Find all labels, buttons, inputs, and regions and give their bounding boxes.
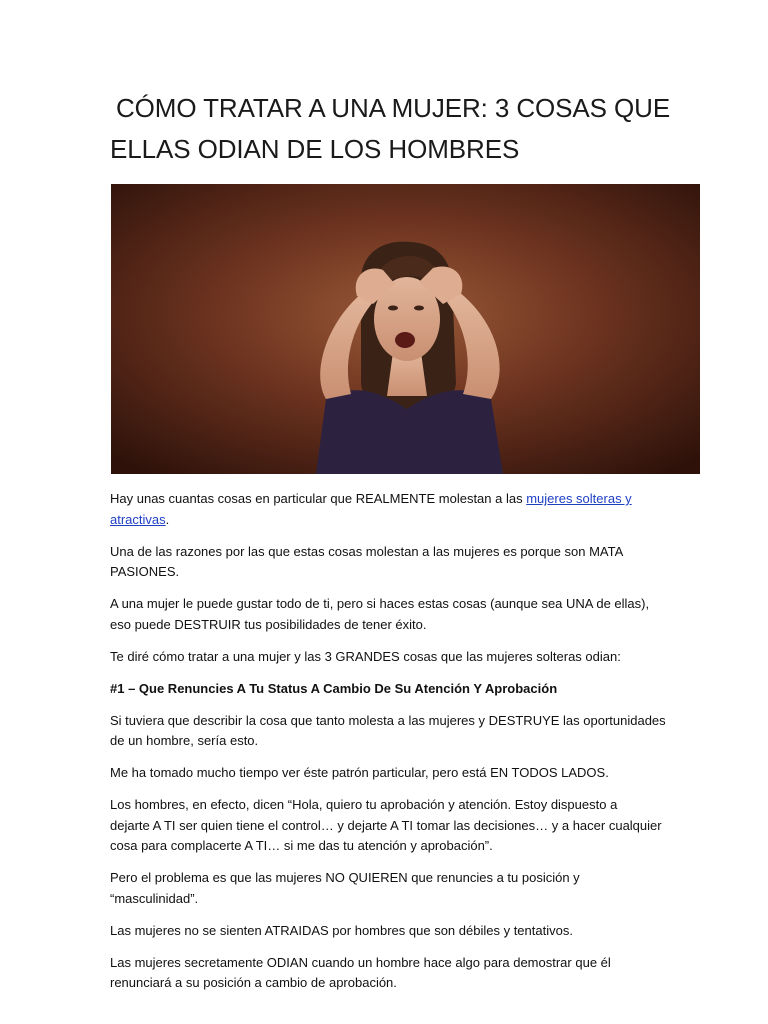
title-line-1: CÓMO TRATAR A UNA MUJER: 3 COSAS QUE: [116, 93, 671, 123]
paragraph-10: Las mujeres secretamente ODIAN cuando un hombre hace algo para demostrar que él renunciará a su posición a cambio de aprobación.: [110, 954, 611, 990]
section-heading-1: #1 – Que Renuncies A Tu Status A Cambio De Su Atención Y Aprobación: [110, 680, 558, 696]
paragraph-4: Te diré cómo tratar a una mujer y las 3 GRANDES cosas que las mujeres solteras odian:: [110, 648, 621, 664]
p1-period: .: [165, 511, 170, 527]
link-atractivas[interactable]: atractivas: [110, 511, 166, 527]
paragraph-8: Pero el problema es que las mujeres NO QUIEREN que renuncies a tu posición y “masculinidad”.: [110, 870, 580, 906]
paragraph-7: Los hombres, en efecto, dicen “Hola, quiero tu aprobación y atención. Estoy dispuesto a dejarte A TI ser quien tiene el control… y dejarte A TI tomar las decisiones… y a hacer cualquier cosa para complacerte A TI… si me das tu atención y aprobación”.: [110, 797, 662, 853]
paragraph-9: Las mujeres no se sienten ATRAIDAS por hombres que son débiles y tentativos.: [110, 922, 573, 938]
link-mujeres-solteras[interactable]: mujeres solteras y: [526, 491, 632, 506]
paragraph-6: Me ha tomado mucho tiempo ver éste patrón particular, pero está EN TODOS LADOS.: [110, 765, 609, 780]
paragraph-1: [110, 489, 670, 530]
paragraph-3: A una mujer le puede gustar todo de ti, pero si haces estas cosas (aunque sea UNA de ellas), eso puede DESTRUIR tus posibilidades de tener éxito.: [110, 596, 650, 632]
woman-frustrated-photo: [111, 184, 700, 474]
p1-text: Hay unas cuantas cosas en particular que REALMENTE molestan a las: [110, 491, 527, 506]
paragraph-5: Si tuviera que describir la cosa que tanto molesta a las mujeres y DESTRUYE las oportunidades de un hombre, sería esto.: [110, 712, 666, 748]
paragraph-2: Una de las razones por las que estas cosas molestan a las mujeres es porque son MATA PASIONES.: [110, 543, 624, 579]
title-line-2: ELLAS ODIAN DE LOS HOMBRES: [110, 134, 520, 164]
article-body: [110, 489, 670, 1005]
article-title: [110, 88, 710, 170]
